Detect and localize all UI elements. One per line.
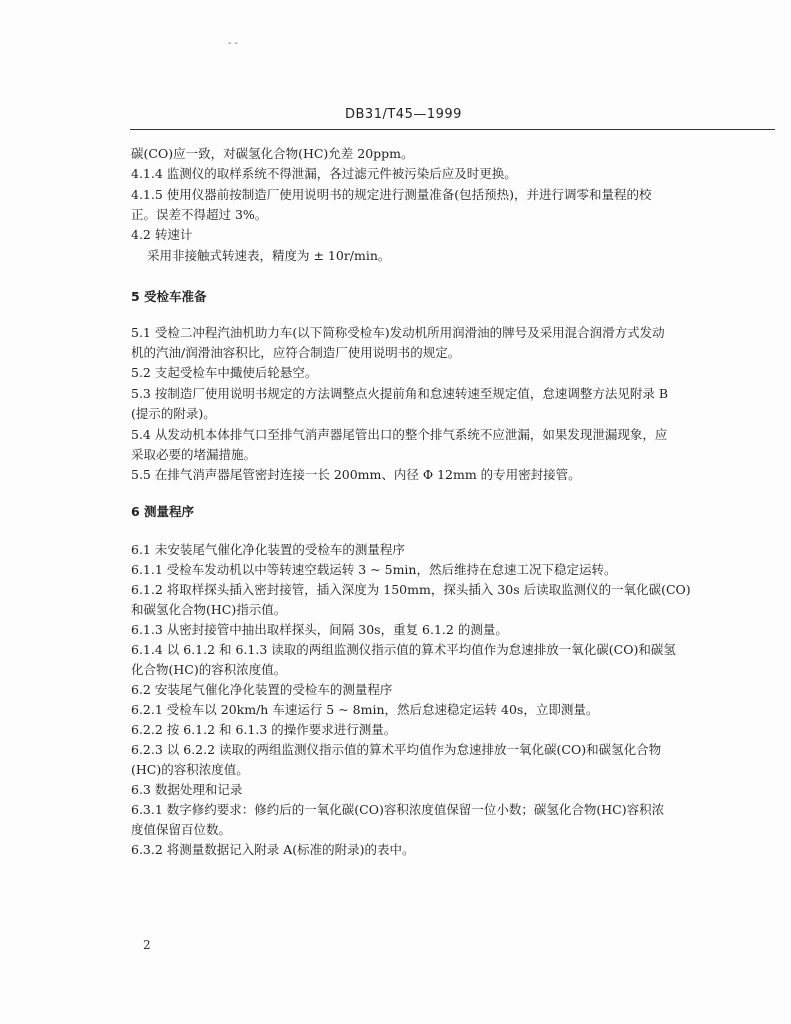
text-line: (提示的附录)。 [131, 406, 216, 421]
page-number: 2 [143, 938, 151, 952]
text-line: 机的汽油/润滑油容积比，应符合制造厂使用说明书的规定。 [131, 345, 461, 360]
text-line: 6.1.2 将取样探头插入密封接管，插入深度为 150mm，探头插入 30s 后读取监测仪的一氧化碳(CO) [131, 582, 691, 597]
text-line: 5.3 按制造厂使用说明书规定的方法调整点火提前角和怠速转速至规定值，怠速调整方法见附录 B [131, 386, 669, 401]
text-line: 6.1.4 以 6.1.2 和 6.1.3 读取的两组监测仪指示值的算术平均值作为怠速排放一氧化碳(CO)和碳氢 [131, 642, 676, 657]
text-line: 采取必要的堵漏措施。 [131, 447, 257, 462]
section-heading: 6 测量程序 [131, 504, 195, 519]
text-line: 6.3.1 数字修约要求：修约后的一氧化碳(CO)容积浓度值保留一位小数；碳氢化合物(HC)容积浓 [131, 802, 665, 817]
scan-mark: - - [228, 38, 238, 49]
section-heading: 5 受检车准备 [131, 289, 207, 304]
text-line: 4.2 转速计 [131, 227, 193, 242]
text-line: 6.2.1 受检车以 20km/h 车速运行 5 ~ 8min，然后怠速稳定运转 40s，立即测量。 [131, 702, 599, 717]
standard-code: DB31/T45—1999 [345, 107, 462, 122]
text-line: 和碳氢化合物(HC)指示值。 [131, 602, 287, 617]
text-line: 碳(CO)应一致，对碳氢化合物(HC)允差 20ppm。 [131, 146, 414, 161]
text-line: 度值保留百位数。 [131, 822, 232, 837]
text-line: 采用非接触式转速表，精度为 ± 10r/min。 [147, 248, 391, 263]
text-line: 化合物(HC)的容积浓度值。 [131, 662, 287, 677]
text-line: 6.3 数据处理和记录 [131, 782, 243, 797]
text-line: 5.2 支起受检车中擑使后轮悬空。 [131, 365, 318, 380]
text-line: 4.1.4 监测仪的取样系统不得泄漏，各过滤元件被污染后应及时更换。 [131, 166, 517, 181]
header-divider [130, 129, 775, 130]
text-line: 6.3.2 将测量数据记入附录 A(标准的附录)的表中。 [131, 842, 415, 857]
text-line: 6.2.3 以 6.2.2 读取的两组监测仪指示值的算术平均值作为怠速排放一氧化碳(CO)和碳氢化合物 [131, 742, 662, 757]
text-line: 6.1.1 受检车发动机以中等转速空载运转 3 ~ 5min，然后维持在怠速工况下稳定运转。 [131, 562, 617, 577]
text-line: 5.1 受检二冲程汽油机助力车(以下简称受检车)发动机所用润滑油的牌号及采用混合润滑方式发动 [131, 325, 665, 340]
text-line: 正。误差不得超过 3%。 [131, 207, 268, 222]
text-line: 6.1.3 从密封接管中抽出取样探头，间隔 30s，重复 6.1.2 的测量。 [131, 622, 508, 637]
text-line: 6.2.2 按 6.1.2 和 6.1.3 的操作要求进行测量。 [131, 722, 397, 737]
text-line: (HC)的容积浓度值。 [131, 762, 249, 777]
text-line: 4.1.5 使用仪器前按制造厂使用说明书的规定进行测量准备(包括预热)，并进行调零和量程的校 [131, 187, 652, 202]
text-line: 6.2 安装尾气催化净化装置的受检车的测量程序 [131, 682, 393, 697]
text-line: 6.1 未安装尾气催化净化装置的受检车的测量程序 [131, 542, 405, 557]
text-line: 5.5 在排气消声器尾管密封连接一长 200mm、内径 Φ 12mm 的专用密封接管。 [131, 467, 581, 482]
text-line: 5.4 从发动机本体排气口至排气消声器尾管出口的整个排气系统不应泄漏，如果发现泄漏现象，应 [131, 427, 668, 442]
